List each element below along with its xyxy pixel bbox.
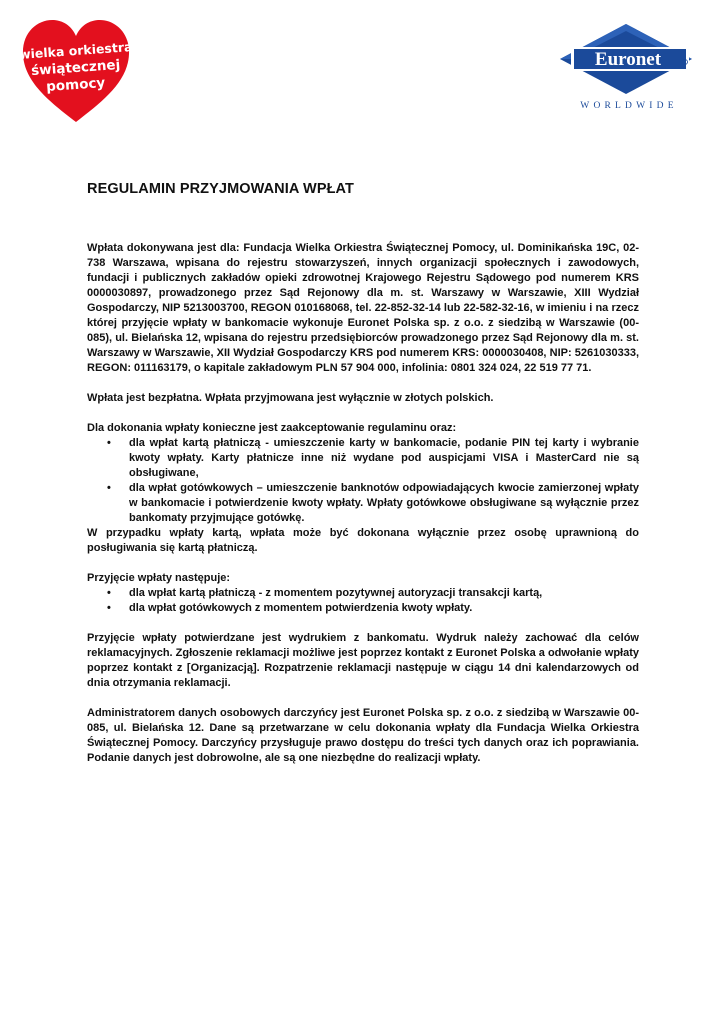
- euronet-worldwide-text: WORLDWIDE: [580, 101, 678, 111]
- euronet-diamond-icon: [560, 22, 698, 114]
- list-item: • dla wpłat gotówkowych – umieszczenie banknotów odpowiadających kwocie zamierzonej wpłaty w bankomacie i potwierdzenie kwoty wpłaty. Wpłaty gotówkowe obsługiwane są wyłącznie przez bankomaty przyjmujące gotówkę.: [129, 481, 639, 526]
- euronet-brand-text: Euronet: [594, 49, 662, 70]
- heart-icon: [20, 16, 132, 126]
- privacy-paragraph: Administratorem danych osobowych darczyńcy jest Euronet Polska sp. z o.o. z siedzibą w Warszawie 00-085, ul. Bielańska 12. Dane są przetwarzane w celu dokonania wpłaty dla Fundacja Wielka Orkiestra Świątecznej Pomocy. Darczyńcy przysługuje prawo dostępu do treści tych danych oraz ich poprawiania. Podanie danych jest dobrowolne, ale są one niezbędne do realizacji wpłaty.: [87, 707, 639, 764]
- card-note-paragraph: W przypadku wpłaty kartą, wpłata może być dokonana wyłącznie przez osobę uprawnioną do posługiwania się kartą płatniczą.: [87, 527, 639, 554]
- complaints-paragraph: Przyjęcie wpłaty potwierdzane jest wydrukiem z bankomatu. Wydruk należy zachować dla celów reklamacyjnych. Zgłoszenie reklamacji możliwe jest poprzez kontakt z Euronet Polska a odwołanie wpłaty poprzez kontakt z [Organizacją]. Rozpatrzenie reklamacji następuje w ciągu 14 dni kalendarzowych od dnia otrzymania reklamacji.: [87, 632, 640, 689]
- logo-line-1: wielka orkiestra: [20, 39, 132, 62]
- logo-line-3: pomocy: [45, 74, 106, 96]
- list-item: • dla wpłat kartą płatniczą - z momentem pozytywnej autoryzacji transakcji kartą,: [129, 586, 639, 601]
- list-item: • dla wpłat kartą płatniczą - umieszczenie karty w bankomacie, podanie PIN tej karty i wybranie kwoty wpłaty. Karty płatnicze inne niż wydane pod auspicjami VISA i MasterCard nie są obsługiwane,: [129, 436, 639, 481]
- conditions-heading: Dla dokonania wpłaty konieczne jest zaakceptowanie regulaminu oraz:: [87, 422, 457, 434]
- acceptance-heading: Przyjęcie wpłaty następuje:: [87, 572, 231, 584]
- euronet-logo: [560, 22, 698, 114]
- intro-paragraph: Wpłata dokonywana jest dla: Fundacja Wielka Orkiestra Świątecznej Pomocy, ul. Dominikańska 19C, 02-738 Warszawa, wpisana do rejestru stowarzyszeń, innych organizacji społecznych i zawodowych, fundacji i publicznych zakładów opieki zdrowotnej Krajowego Rejestru Sądowego pod numerem KRS 0000030897, prowadzonego przez Sąd Rejonowy dla m. st. Warszawy w Warszawie, XIII Wydział Gospodarczy, NIP 5213003700, REGON 010168068, tel. 22-852-32-14 lub 22-582-32-16, w imieniu i na rzecz której przyjęcie wpłaty w bankomacie wykonuje Euronet Polska sp. z o.o. z siedzibą w Warszawie (00-085), ul. Bielańska 12, wpisana do rejestru przedsiębiorców prowadzonego przez Sąd Rejonowy dla m. st. Warszawy w Warszawie, XII Wydział Gospodarczy KRS pod numerem KRS: 0000030408, NIP: 5261030333, REGON: 011163179, o kapitale zakładowym PLN 57 904 000, infolinia: 0801 324 024, 22 519 77 71.: [87, 242, 639, 374]
- conditions-list: [87, 436, 639, 526]
- logo-line-2: świątecznej: [30, 56, 121, 80]
- acceptance-list: [87, 586, 639, 616]
- regulations-document: [87, 182, 639, 781]
- document-title: REGULAMIN PRZYJMOWANIA WPŁAT: [87, 181, 355, 197]
- free-paragraph: Wpłata jest bezpłatna. Wpłata przyjmowana jest wyłącznie w złotych polskich.: [87, 392, 494, 404]
- list-item: • dla wpłat gotówkowych z momentem potwierdzenia kwoty wpłaty.: [129, 601, 639, 616]
- wosp-heart-logo: [20, 16, 132, 126]
